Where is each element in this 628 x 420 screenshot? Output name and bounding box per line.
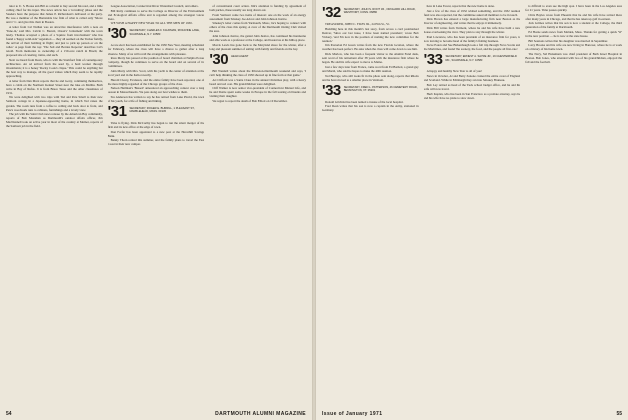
paragraph: TREASURER, JOHN C. FILES JR., 24 Elm St., Vt. <box>325 22 391 26</box>
class-heading <box>322 6 419 20</box>
paragraph: Herb Kaplan, who has been in San Francisco as a probate attorney, says he and his wife have no plans to slow down. <box>423 91 521 100</box>
paragraph: Morris Lewis has gone back to the Maryland shore for the winter, after a long and pleasant summer of sailing with family and friends on the bay. <box>209 42 307 51</box>
right-page <box>316 0 628 420</box>
class-secretary: SECRETARY, ERNEST A. SAYRE JR., 19 CHESTERFIELD RD., SCARSDALE, N.Y. 10583 <box>445 55 517 62</box>
paragraph: Donald Gilchrist has been named a trustee of the local hospital. <box>325 99 404 104</box>
paragraph: A rare elect has been established for the 1930 New Year, meeting scheduled for February, where the class will have a chance to gather after a long absence. Many of us will recall the arrangements with pleasure. <box>107 43 205 56</box>
paragraph: tutor to U. S. House ann Bill as a medal to buy second his read, and a little calling chief for his input. The news article has a 'recruiting' phase and the Steelers have the purpose that James P. Richardson's delivered at the party. He was a member of the Barnstable law firm of what is called only 'Shove and J.' C. and give this chair in Boston. <box>6 4 103 25</box>
class-year: '33 <box>322 81 341 99</box>
paragraph: Bill Wendell writes about the Princeton-Dartmouth weekend and says, 'I can't help thinking the class of 1930 showed up in fine form at that game.' <box>209 68 307 77</box>
paragraph: Paul Lawrence, who has been president of an insurance firm for years, is now leaving to become head of the family's fishing business. <box>423 34 521 43</box>
paragraph: News in October, Al and Betty Zanone cruised the entire coast of England and Scotland. While in Edinburgh they ran into Smokey Bruneau. <box>423 74 521 83</box>
magazine-title: DARTMOUTH ALUMNI MAGAZINE <box>215 411 306 417</box>
paragraph: Dick Bill writes from Vermont, where he and his wife have built a new house overlooking the river. They plan to stay through the winter. <box>423 26 521 35</box>
class-secretary: SECRETARY, ROGER E. BURRILL, 1 PLEASANT ST., MARBLEHEAD, MASS. 01945 <box>129 107 196 114</box>
class-heading <box>322 81 419 99</box>
right-columns <box>322 4 622 404</box>
left-page <box>0 0 312 420</box>
paragraph: Harold Cleary, Evanston, and the entire family have been reported, one of the more highly-regarded of the Chicago groups of the class. <box>107 77 205 86</box>
paragraph: John Murty with Mrs. Scott, with his yacht is the center of attention at the local yard and in the harbor nearby. <box>107 68 205 77</box>
left-page-footer <box>6 411 306 417</box>
paragraph: Benny Thorn retired this summer, and the family plans to travel the East Coast in their new camper. <box>107 138 205 147</box>
paragraph: League Association, Connecticut River Watershed Council, and others. <box>110 4 199 8</box>
paragraph: Cliff Walker is now senior vice-president of Connecticut Mutual Life, and he and Dottie spent some weeks in Europe in the fall touring old haunts and visiting their daughter. <box>209 86 307 99</box>
paragraph: Huddling here in this month's last story, from across a card postmarked Denver, 'Since our last issue, I have been named president,' wrote Bob Vickery, 'and I'm now in the position of naming the new committee for the reunion.' <box>322 26 419 43</box>
class-heading <box>209 50 306 68</box>
paragraph: We were delighted with two trips with Tad and Pete Small to their new Sanborn cottage in a Japanese-appearing home, in which Tad raises the garden. The room runs from a coffee to ceiling and back door to front, and Pete's woodwork runs to cabinets, furnishings and a lovely view. <box>6 95 103 112</box>
right-column-3 <box>525 4 622 404</box>
right-column-2 <box>424 4 521 404</box>
class-year: '33 <box>423 51 443 69</box>
paragraph: Dick Brown has entered a large manufacturing firm near Boston as the director of engineering, and writes that he enjoys it immensely. <box>423 17 521 26</box>
class-secretary: SECRETARY, CHARLES F. KAUFMAN, 38 RAVINE LANE, SCARSDALE, N.Y. 10583 <box>129 29 200 36</box>
class-secretary: HEAD AGENT <box>231 54 249 58</box>
class-heading <box>108 27 205 41</box>
paragraph: Smokey's letter comes from Yarmouth, Mass.; he's hoping to connect with others of the class this spring. A crew of the Dartmouth Outing Club visited the area. <box>209 21 307 34</box>
paragraph: Bill Sessions writes that his daughter was married in September. <box>528 38 608 43</box>
paragraph: Fred Dean writes that his son is now a captain in the Army, stationed in Germany. <box>322 104 419 113</box>
class-year: '31 <box>107 103 127 121</box>
paragraph: Chris Bayles wrote from Phoenix that he and his wife have retired there after many years in Chicago, and that he has taken up golf in earnest. <box>525 12 623 21</box>
paragraph: A happy and healthy New Year to all of you! <box>426 69 483 74</box>
paragraph: Steve Eaton and Sue Birkenbaugh took a fall trip through Nova Scotia and the Maritimes, and found 'the scenery, the food, and the people all first-rate.' <box>423 43 521 52</box>
paragraph: Stu Anderson has written to say he has retired from Lake Placid, the town of his youth, for a life of fishing and hiking. <box>107 94 205 103</box>
paragraph: From Vermont come two items of interest: one on the work of an energy assessment from Smokey Joe Adcox and John Johnson Justice. <box>209 12 307 21</box>
class-heading <box>424 53 521 67</box>
paragraph: Dick Marlow, who has been a frequent visitor to the Alumni Fund desk, sent word of his retirement after 38 years with the insurance firm where he began. He and his wife expect to move to Maine. <box>322 52 419 65</box>
left-column-2 <box>108 4 205 404</box>
paragraph: The job with the Saint Club news release by the American Bay community, reports of Bob Monahan as Dartmouth's outdoor affairs officer, Jim MacDonnell took an active year in most of the country at Meiner, reports of the Sanborn job in the field. <box>6 112 103 129</box>
left-column-1 <box>6 4 103 404</box>
paragraph: John Johnson Justice, the genial John Justice, has continued his handsome and able work as a professor at the College, and hosted us at his hilltop place. <box>209 34 307 43</box>
paragraph: Ed Horne sends news from Malden, Mass. Thanks for getting a quick 'W' in the new position — he is now at the state house. <box>525 30 623 39</box>
page-number: 55 <box>616 411 622 417</box>
class-year: '30 <box>107 25 127 43</box>
paragraph: A letter from Dan Marx reports that he and Gerry, continuing themselves, have a cabin on the Northern Kennel Street near the lake on Malibu. Both write in Bay of Rufus. It is from Bruce Tasse and the other classmates of 1931. <box>6 78 103 95</box>
paragraph: of conventional court action. Jim's attention is funding by agreement of both parties, these usually are long drawn out. <box>209 4 307 13</box>
paragraph: here in Lake Forest, reports that the new home is done. <box>426 4 495 8</box>
paragraph: WE WISH A HAPPY NEW YEAR TO ALL THE MEN OF 1930. <box>110 21 193 26</box>
paragraph: We regret to report the death of Bob Elliott on 10 December. <box>212 99 288 103</box>
paragraph: Ted Burrage, who still looks fit in the photo sent along, reports that Rhoda and he have moved to a smaller place in Vermont. <box>322 73 419 82</box>
paragraph: Larry Brooks and his wife are now living in Hanover, where he is at work on a history of his home town. <box>525 43 623 52</box>
class-year: '30 <box>209 50 229 68</box>
page-number: 54 <box>6 411 12 417</box>
paragraph: Art Clifford was a Santa Claus in the annual Christmas play, with a heavy beard and red coat. His grandchildren were delighted. <box>209 77 307 86</box>
paragraph: A letter from Cal Nathan was an attractive interference with a note on 'Tune-in,' said Mrs. Calvin C. Barrett, Orson's' 'retirement' with the town lately. Thomas accepted a photo of a Squirre from involvement' who has found a 'happy solid-side' vegetation — they all seemed on the Tucker family, the arrival of their hobbing in flight; and just to pick up person or on the roller.' A page from the top: 'The Salt and Berries Reporter' describes Cal's retold. From memories to ownership of a 150-acre ranch in Brazil, the proposed site of catering, trains, and such. <box>6 24 103 58</box>
paragraph: Nelson Heilman's 'Bassett' announced an approaching contest over a long season in Massachusetts. We pass along our best wishes to them. <box>107 86 205 95</box>
paragraph: Ross Merty has passed at the position of board chairman at Nalpha Power company, though he continues to serve on the board and on several of its committees. <box>107 56 205 69</box>
paragraph: is difficult to even see the high spot. I have been in the Los Angeles area for 21 years. Time passes quickly. <box>525 4 623 13</box>
paragraph: Jim Pastorian Ed Green writes from the new Florida location, where the weather has been perfect. He asks when the class will come down to see him. <box>322 43 419 52</box>
left-columns <box>6 4 306 404</box>
paragraph: The Navy, Sid Hansmann was chief president of Beth Israel Hospital in Boston. Bob Jones, who attended with two of his grandchildren, enjoyed the fall and the football. <box>525 52 623 65</box>
paragraph: Next we heard from Dean, who is with the Stamford firm of contemporary architecture. An ad arrived from the seed by, a hard worker through investments; it is a honey 'Rocky Cook's clique.' This could be anything but the best way to manage, all the good values which they seem to be rapidly approaching. <box>6 57 103 78</box>
right-column-1 <box>322 4 419 404</box>
issue-title: Issue of January 1971 <box>322 411 383 417</box>
paragraph: Jack Grimes writes that his son is now a student at the College, the third generation of the family at Dartmouth. <box>525 21 623 30</box>
paragraph: Bill Ratty continues to serve the College as Director of the Environment and Ecological Affairs office and is regarded among the strongest voices there. <box>107 8 205 21</box>
class-secretary: SECRETARY, FRED L. PATTERSON, 46 CEMETERY ROAD, BENNINGTON, VT. 05201 <box>343 85 418 93</box>
paragraph: Don Forfar has been appointed to a new post at the Haverhill Savings Bank. <box>107 129 205 138</box>
left-column-3 <box>209 4 306 404</box>
paragraph: Time is flying. Dick McCarthy has begun to run the smart merger of the firm and its new office at the edge of town. <box>107 121 205 130</box>
class-heading <box>108 105 205 119</box>
right-page-footer <box>322 411 622 417</box>
class-year: '32 <box>322 4 341 21</box>
class-secretary: SECRETARY, JOHN S. ROOT JR., ORCHARD HILL ROAD, WESTPORT, CONN. 06880 <box>343 8 416 15</box>
paragraph: Just a few days later from France, came word from Ed Bartlett, a grand guy and Marsh, who said he hopes to make the 40th reunion. <box>322 64 419 73</box>
paragraph: Just a few of the class of 1932 wished something, and the 1932 reunion fund was also reported, but the committee asked all members to be in touch. <box>423 8 521 17</box>
paragraph: Bob Ley retired as head of the Tuck school budget office, and he and his wife will now travel. <box>423 82 521 91</box>
